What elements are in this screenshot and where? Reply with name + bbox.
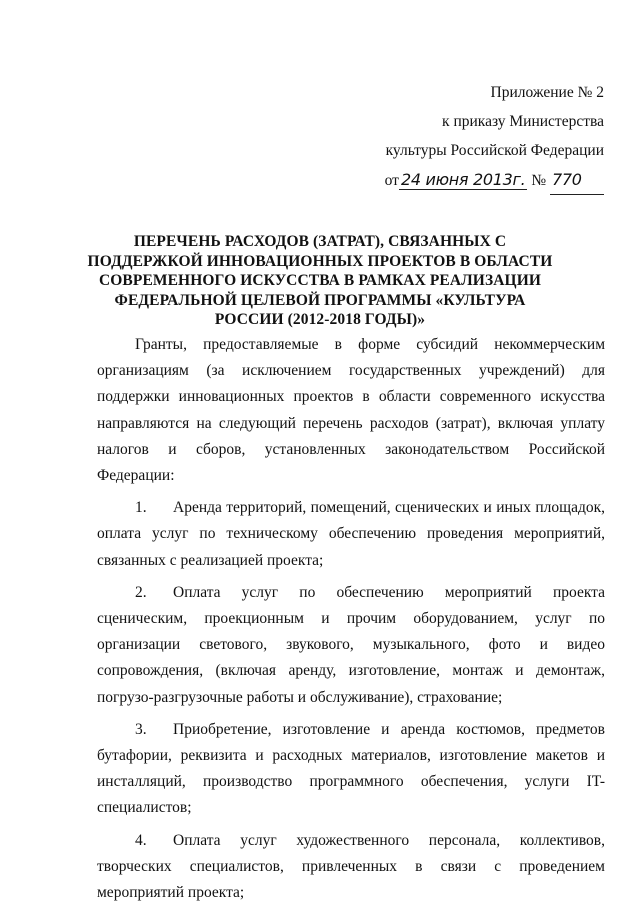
ministry-name: культуры Российской Федерации (385, 142, 604, 159)
list-item (97, 580, 605, 711)
document-body (97, 332, 605, 906)
order-reference: к приказу Министерства (442, 113, 604, 130)
handwritten-order-number: 770 (550, 165, 604, 195)
list-item (97, 717, 605, 822)
list-item (97, 828, 605, 906)
date-prefix: от (384, 172, 399, 189)
appendix-header (364, 78, 604, 195)
list-item-number: 4. (135, 831, 147, 849)
list-item-text: Оплата услуг по обеспечению мероприятий проекта сценическим, проекционным и прочим оборудованием, услуг по организации светового, звукового, музыкального, фото и видео сопровождения, (включая аренду, изготовление, монтаж и демонтаж, погрузо-разгрузочные работы и обслуживание), страхование; (97, 583, 605, 706)
list-item-number: 2. (135, 583, 147, 601)
list-item-number: 1. (135, 499, 147, 517)
order-date-line (364, 165, 604, 195)
list-item (97, 495, 605, 574)
handwritten-date: 24 июня 2013г. (400, 170, 526, 189)
list-item-text: Оплата услуг художественного персонала, коллективов, творческих специалистов, привлеченных в связи с проведением мероприятий проекта; (97, 831, 605, 902)
intro-paragraph: Гранты, предоставляемые в форме субсидий некоммерческим организациям (за исключением государственных учреждений) для поддержки инновационных проектов в области современного искусства направляются на следующий перечень расходов (затрат), включая уплату налогов и сборов, установленных законодательством Российской Федерации: (97, 336, 605, 485)
list-item-number: 3. (135, 720, 147, 738)
list-item-text: Аренда территорий, помещений, сценических и иных площадок, оплата услуг по техническому обеспечению проведения мероприятий, связанных с реализацией проекта; (97, 499, 605, 569)
list-item-text: Приобретение, изготовление и аренда костюмов, предметов бутафории, реквизита и расходных материалов, изготовление макетов и инсталляций, производство программного обеспечения, услуги IT-специалистов; (97, 720, 605, 817)
number-prefix: № (531, 172, 547, 189)
document-title: ПЕРЕЧЕНЬ РАСХОДОВ (ЗАТРАТ), СВЯЗАННЫХ С ПОДДЕРЖКОЙ ИННОВАЦИОННЫХ ПРОЕКТОВ В ОБЛАСТИ СОВРЕМЕННОГО ИСКУССТВА В РАМКАХ РЕАЛИЗАЦИИ ФЕДЕРАЛЬНОЙ ЦЕЛЕВОЙ ПРОГРАММЫ «КУЛЬТУРА РОССИИ (2012-2018 ГОДЫ)» (87, 233, 553, 328)
appendix-number: Приложение № 2 (490, 84, 604, 101)
